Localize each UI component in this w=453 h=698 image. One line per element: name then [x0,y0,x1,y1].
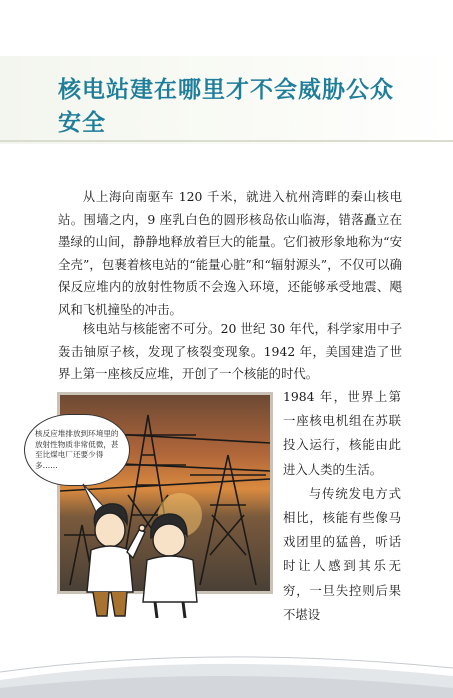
engineers-illustration [21,380,275,620]
illustration [21,380,275,620]
side-column-text [283,385,401,627]
decorative-swoosh [0,610,453,698]
speech-bubble-text: 核反应堆排放到环境里的放射性物质非常低微，甚至比煤电厂还要少得多…… [35,429,119,470]
side-text-part1: 1984 年，世界上第一座核电机组在苏联投入运行，核能由此进入人类的生活。 [283,389,401,477]
paragraph-1: 从上海向南驱车 120 千米，就进入杭州湾畔的秦山核电站。围墙之内，9 座乳白色的圆形核岛依山临海，错落矗立在墨绿的山间，静静地释放着巨大的能量。它们被形象地称为“安全壳”，包裹着核电站的“能量心脏”和“辐射源头”，不仅可以确保反应堆内的放射性物质不会逸入环境，还能够承受地震、飓风和飞机撞坠的冲击。 [58,189,402,317]
side-text-part2: 与传统发电方式相比，核能有些像马戏团里的猛兽，听话时让人感到其乐无穷，一旦失控则后果不堪设 [283,485,401,622]
page-title: 核电站建在哪里才不会威胁公众安全 [58,77,394,136]
paragraph-2: 核电站与核能密不可分。20 世纪 30 年代，科学家用中子轰击铀原子核，发现了核裂变现象。1942 年，美国建造了世界上第一座核反应堆，开创了一个核能的时代。 [58,321,402,382]
